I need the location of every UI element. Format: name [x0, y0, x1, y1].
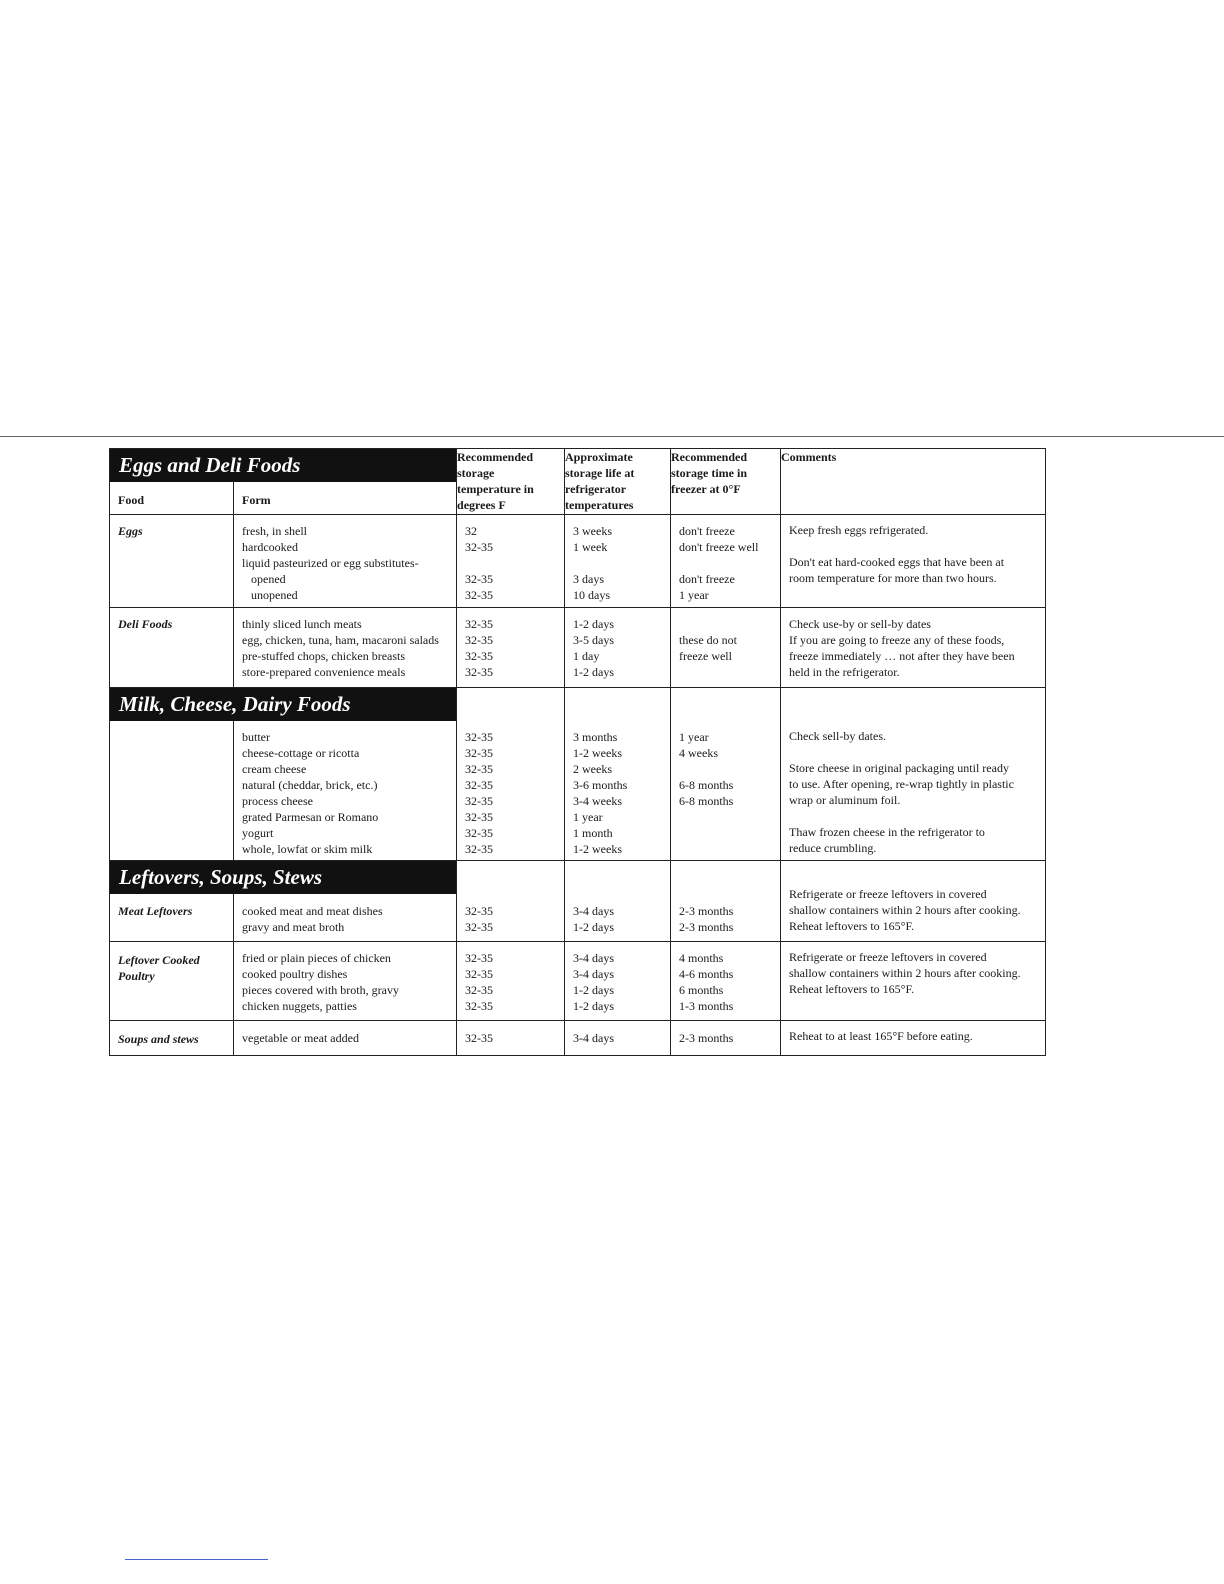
life-list-dairy: 3 months 1-2 weeks 2 weeks 3-6 months 3-4 weeks 1 year 1 month 1-2 weeks — [573, 730, 628, 856]
table-row-eggs — [110, 515, 1046, 608]
table-row-dairy — [110, 688, 1046, 861]
food-name-soups: Soups and stews — [118, 1032, 199, 1046]
section-header-eggs-deli — [110, 449, 457, 515]
dairy-food-form-cell — [110, 688, 457, 861]
food-name-poultry-leftovers: Leftover Cooked Poultry — [118, 953, 200, 983]
table-row-deli-foods — [110, 608, 1046, 688]
freezer-list-soups: 2-3 months — [679, 1031, 734, 1045]
form-list-soups: vegetable or meat added — [242, 1031, 359, 1045]
form-list-dairy: butter cheese-cottage or ricotta cream cheese natural (cheddar, brick, etc.) process cheese grated Parmesan or Romano yogurt whole, lowfat or skim milk — [242, 730, 379, 856]
freezer-list-dairy: 1 year 4 weeks 6-8 months 6-8 months — [679, 730, 734, 808]
food-name-eggs: Eggs — [118, 524, 143, 538]
column-header-form: Form — [242, 493, 271, 507]
column-header-comments: Comments — [781, 449, 1046, 515]
form-list-poultry: fried or plain pieces of chicken cooked poultry dishes pieces covered with broth, gravy chicken nuggets, patties — [242, 951, 399, 1013]
temp-list-meat-leftovers: 32-35 32-35 — [465, 904, 494, 934]
form-list-deli: thinly sliced lunch meats egg, chicken, tuna, ham, macaroni salads pre-stuffed chops, chicken breasts store-prepared convenience meals — [242, 617, 439, 679]
section-title-dairy: Milk, Cheese, Dairy Foods — [110, 688, 456, 721]
form-list-meat-leftovers: cooked meat and meat dishes gravy and meat broth — [242, 904, 383, 934]
column-header-storage-life: Approximate storage life at refrigerator temperatures — [565, 449, 671, 515]
temp-list-eggs: 32 32-35 32-35 32-35 — [465, 524, 494, 602]
freezer-list-meat-leftovers: 2-3 months 2-3 months — [679, 904, 734, 934]
food-name-deli: Deli Foods — [118, 617, 173, 631]
temp-list-deli: 32-35 32-35 32-35 32-35 — [465, 617, 494, 679]
column-header-freezer: Recommended storage time in freezer at 0°F — [671, 449, 781, 515]
comments-eggs: Keep fresh eggs refrigerated. Don't eat hard-cooked eggs that have been at room temperature for more than two hours. — [789, 523, 1005, 585]
table-row-meat-leftovers — [110, 861, 1046, 942]
life-list-soups: 3-4 days — [573, 1031, 615, 1045]
leftovers-food-form-cell — [110, 861, 457, 942]
freezer-list-deli: these do not freeze well — [679, 633, 738, 663]
comments-soups: Reheat to at least 165°F before eating. — [789, 1029, 973, 1043]
food-name-meat-leftovers: Meat Leftovers — [118, 904, 193, 918]
table-row-soups-stews — [110, 1021, 1046, 1056]
life-list-meat-leftovers: 3-4 days 1-2 days — [573, 904, 615, 934]
temp-list-soups: 32-35 — [465, 1031, 494, 1045]
header-row — [110, 449, 1046, 515]
section-title-eggs-deli: Eggs and Deli Foods — [110, 449, 456, 482]
temp-list-dairy: 32-35 32-35 32-35 32-35 32-35 32-35 32-35 32-35 — [465, 730, 494, 856]
comments-dairy: Check sell-by dates. Store cheese in original packaging until ready to use. After opening, re-wrap tightly in plastic wrap or aluminum foil. Thaw frozen cheese in the refrigerator to reduce crumbling. — [789, 729, 1014, 855]
freezer-list-poultry: 4 months 4-6 months 6 months 1-3 months — [679, 951, 734, 1013]
life-list-eggs: 3 weeks 1 week 3 days 10 days — [573, 524, 613, 602]
table-row-poultry-leftovers — [110, 942, 1046, 1021]
food-storage-table — [109, 448, 1046, 1056]
life-list-deli: 1-2 days 3-5 days 1 day 1-2 days — [573, 617, 615, 679]
comments-deli: Check use-by or sell-by dates If you are going to freeze any of these foods, freeze immediately … not after they have been held in the refrigerator. — [789, 617, 1015, 679]
top-divider-line — [0, 436, 1224, 437]
form-list-eggs: fresh, in shell hardcooked liquid pasteurized or egg substitutes- opened unopened — [242, 524, 419, 602]
comments-poultry: Refrigerate or freeze leftovers in covered shallow containers within 2 hours after cooking. Reheat leftovers to 165°F. — [789, 950, 1021, 996]
footnote-divider-line — [125, 1559, 268, 1560]
column-header-temperature: Recommended storage temperature in degrees F — [457, 449, 565, 515]
life-list-poultry: 3-4 days 3-4 days 1-2 days 1-2 days — [573, 951, 615, 1013]
freezer-list-eggs: don't freeze don't freeze well don't freeze 1 year — [679, 524, 759, 602]
temp-list-poultry: 32-35 32-35 32-35 32-35 — [465, 951, 494, 1013]
section-title-leftovers: Leftovers, Soups, Stews — [110, 861, 456, 894]
column-header-food: Food — [110, 482, 234, 514]
comments-meat-leftovers: Refrigerate or freeze leftovers in covered shallow containers within 2 hours after cooking. Reheat leftovers to 165°F. — [789, 887, 1021, 933]
